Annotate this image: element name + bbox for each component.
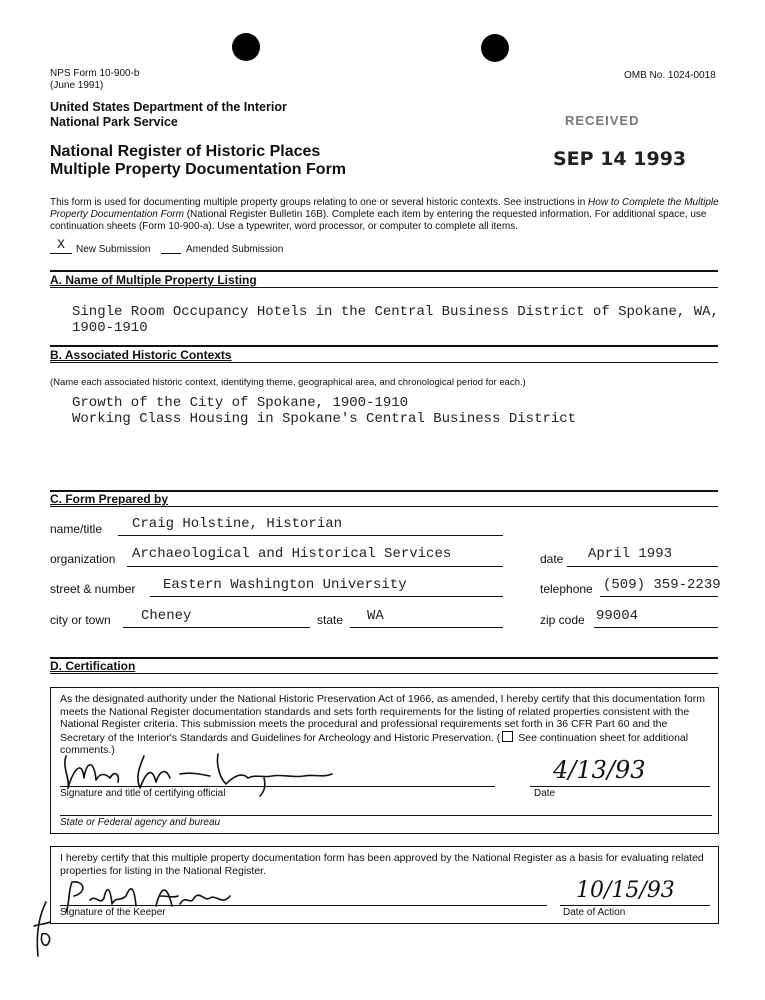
form-date: (June 1991) [50, 80, 104, 91]
page-title-line1: National Register of Historic Places [50, 143, 321, 160]
zip-code-value[interactable]: 99004 [596, 608, 639, 624]
page-title-line2: Multiple Property Documentation Form [50, 161, 347, 178]
keeper-signature-line [60, 905, 547, 906]
department-name: United States Department of the Interior [50, 100, 287, 114]
multiple-property-name-line1: Single Room Occupancy Hotels in the Central Business District of Spokane, WA, [72, 304, 719, 320]
date-label: date [540, 552, 564, 566]
agency-label: State or Federal agency and bureau [60, 817, 221, 828]
punch-hole-left [232, 33, 260, 61]
for-annotation [28, 898, 58, 960]
historic-context-1: Growth of the City of Spokane, 1900-1910 [72, 395, 409, 411]
name-title-label: name/title [50, 522, 103, 536]
organization-underline [127, 566, 503, 567]
organization-value[interactable]: Archaeological and Historical Services [132, 546, 452, 562]
zip-code-label: zip code [540, 613, 585, 627]
historic-context-2: Working Class Housing in Spokane's Central Business District [72, 411, 577, 427]
date-underline [567, 566, 718, 567]
section-b-rule-bottom [50, 362, 718, 363]
section-a-heading: A. Name of Multiple Property Listing [50, 273, 257, 287]
section-d-rule-bottom [50, 673, 718, 674]
punch-hole-right [481, 34, 509, 62]
multiple-property-name-line2: 1900-1910 [72, 320, 148, 336]
zip-code-underline [594, 627, 718, 628]
city-town-label: city or town [50, 613, 111, 627]
omb-number: OMB No. 1024-0018 [624, 70, 716, 81]
agency-line [60, 815, 712, 816]
section-b-rule-top [50, 345, 718, 347]
received-stamp: RECEIVED [565, 113, 640, 128]
section-c-heading: C. Form Prepared by [50, 492, 169, 506]
keeper-statement: I hereby certify that this multiple property documentation form has been approved by the National Register as a basis for evaluating related properties for listing in the National Register. [60, 852, 704, 877]
name-title-value[interactable]: Craig Holstine, Historian [132, 516, 343, 532]
organization-label: organization [50, 552, 116, 566]
form-number: NPS Form 10-900-b [50, 68, 140, 79]
section-c-rule-bottom [50, 506, 718, 507]
street-number-underline [150, 596, 503, 597]
date-of-action-label: Date of Action [563, 907, 626, 918]
state-underline [350, 627, 503, 628]
signature-line [60, 786, 495, 787]
keeper-signature-label: Signature of the Keeper [60, 907, 166, 918]
telephone-label: telephone [540, 582, 593, 596]
certification-date-label: Date [534, 788, 556, 799]
section-b-heading: B. Associated Historic Contexts [50, 348, 232, 362]
amended-submission-field[interactable] [161, 237, 181, 254]
form-instructions: This form is used for documenting multiple property groups relating to one or several historic contexts. See instructions in How to Complete the Multiple Property Documentation Form (National Register Bulletin 16B). Complete each item by entering the requested information. For additional space, use continuation sheets (Form 10-900-a). Use a typewriter, word processor, or computer to complete all items. [50, 197, 719, 232]
section-b-instruction: (Name each associated historic context, identifying theme, geographical area, and chronological period for each.) [50, 377, 526, 388]
new-submission-field[interactable]: X [50, 237, 72, 254]
signature-label: Signature and title of certifying official [60, 788, 226, 799]
new-submission-label: New Submission [76, 244, 151, 255]
date-value[interactable]: April 1993 [588, 546, 673, 562]
date-of-action-value: 10/15/93 [576, 878, 675, 903]
section-a-rule-top [50, 270, 718, 272]
service-name: National Park Service [50, 115, 178, 129]
certification-date-line [530, 786, 710, 787]
amended-submission-label: Amended Submission [186, 244, 284, 255]
section-a-rule-bottom [50, 287, 718, 288]
city-town-value[interactable]: Cheney [141, 608, 192, 624]
name-title-underline [118, 535, 503, 536]
received-date-stamp: SEP 14 1993 [553, 148, 687, 170]
section-d-heading: D. Certification [50, 659, 136, 673]
telephone-value[interactable]: (509) 359-2239 [603, 577, 721, 593]
state-value[interactable]: WA [367, 608, 384, 624]
continuation-sheet-checkbox[interactable] [502, 731, 513, 742]
telephone-underline [600, 596, 718, 597]
section-d-rule-top [50, 657, 718, 659]
certification-date-value: 4/13/93 [553, 756, 646, 784]
street-number-value[interactable]: Eastern Washington University [163, 577, 407, 593]
certification-statement: As the designated authority under the National Historic Preservation Act of 1966, as amended, I hereby certify that this documentation form meets the National Register documentation standards and sets forth requirements for the listing of related properties consistent with the National Register criteria. This submission meets the procedural and professional requirements set forth in 36 CFR Part 60 and the Secretary of the Interior's Standards and Guidelines for Archeology and Historic Preservation. ( See continuation sheet for additional comments.) [60, 693, 705, 756]
street-number-label: street & number [50, 582, 136, 596]
city-town-underline [123, 627, 310, 628]
state-label: state [317, 613, 344, 627]
date-of-action-line [560, 905, 710, 906]
